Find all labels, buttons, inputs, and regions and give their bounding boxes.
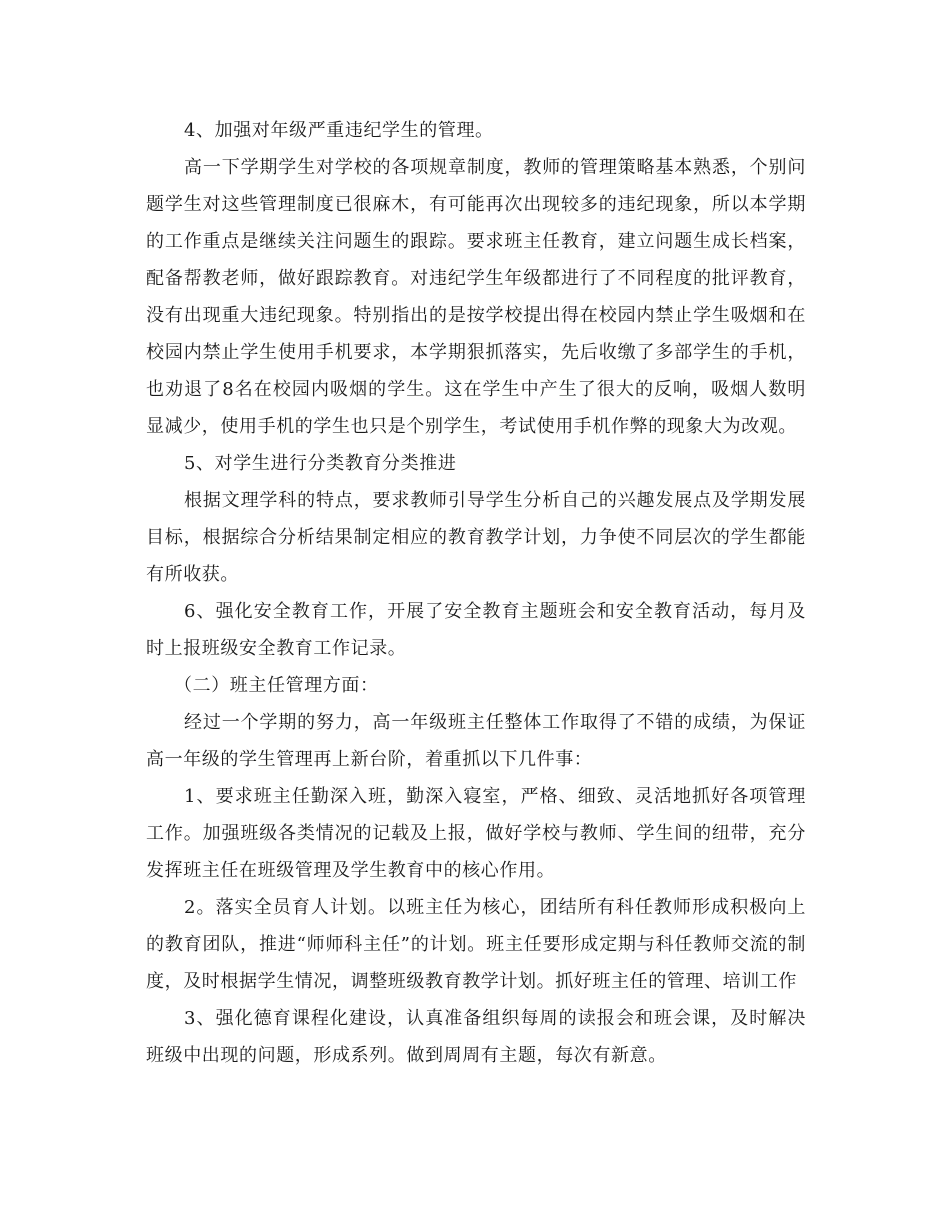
paragraph-item-3: 3、强化德育课程化建设，认真准备组织每周的读报会和班会课，及时解决班级中出现的问题，形成系列。做到周周有主题，每次有新意。 [146, 1008, 806, 1066]
section-heading-5: 5、对学生进行分类教育分类推进 [184, 453, 457, 474]
section-heading-4: 4、加强对年级严重违纪学生的管理。 [184, 120, 494, 141]
paragraph-classified-education: 根据文理学科的特点，要求教师引导学生分析自己的兴趣发展点及学期发展目标，根据综合分析结果制定相应的教育教学计划，力争使不同层次的学生都能有所收获。 [146, 490, 806, 585]
paragraph-item-1: 1、要求班主任勤深入班，勤深入寝室，严格、细致、灵活地抓好各项管理工作。加强班级各类情况的记载及上报，做好学校与教师、学生间的纽带，充分发挥班主任在班级管理及学生教育中的核心作用。 [146, 786, 806, 881]
section-heading-class-teacher: （二）班主任管理方面： [174, 675, 379, 696]
document-body [146, 112, 806, 1074]
paragraph-item-2: 2。落实全员育人计划。以班主任为核心，团结所有科任教师形成积极向上的教育团队，推进“师师科主任”的计划。班主任要形成定期与科任教师交流的制度，及时根据学生情况，调整班级教育教学计划。抓好班主任的管理、培训工作 [146, 897, 806, 992]
paragraph-safety-education: 6、强化安全教育工作，开展了安全教育主题班会和安全教育活动，每月及时上报班级安全教育工作记录。 [146, 601, 806, 659]
paragraph-semester-effort: 经过一个学期的努力，高一年级班主任整体工作取得了不错的成绩，为保证高一年级的学生管理再上新台阶，着重抓以下几件事： [146, 712, 806, 770]
paragraph-discipline-management: 高一下学期学生对学校的各项规章制度，教师的管理策略基本熟悉，个别问题学生对这些管理制度已很麻木，有可能再次出现较多的违纪现象，所以本学期的工作重点是继续关注问题生的跟踪。要求班主任教育，建立问题生成长档案，配备帮教老师，做好跟踪教育。对违纪学生年级都进行了不同程度的批评教育，没有出现重大违纪现象。特别指出的是按学校提出得在校园内禁止学生吸烟和在校园内禁止学生使用手机要求，本学期狠抓落实，先后收缴了多部学生的手机，也劝退了8名在校园内吸烟的学生。这在学生中产生了很大的反响，吸烟人数明显减少，使用手机的学生也只是个别学生，考试使用手机作弊的现象大为改观。 [146, 157, 806, 437]
